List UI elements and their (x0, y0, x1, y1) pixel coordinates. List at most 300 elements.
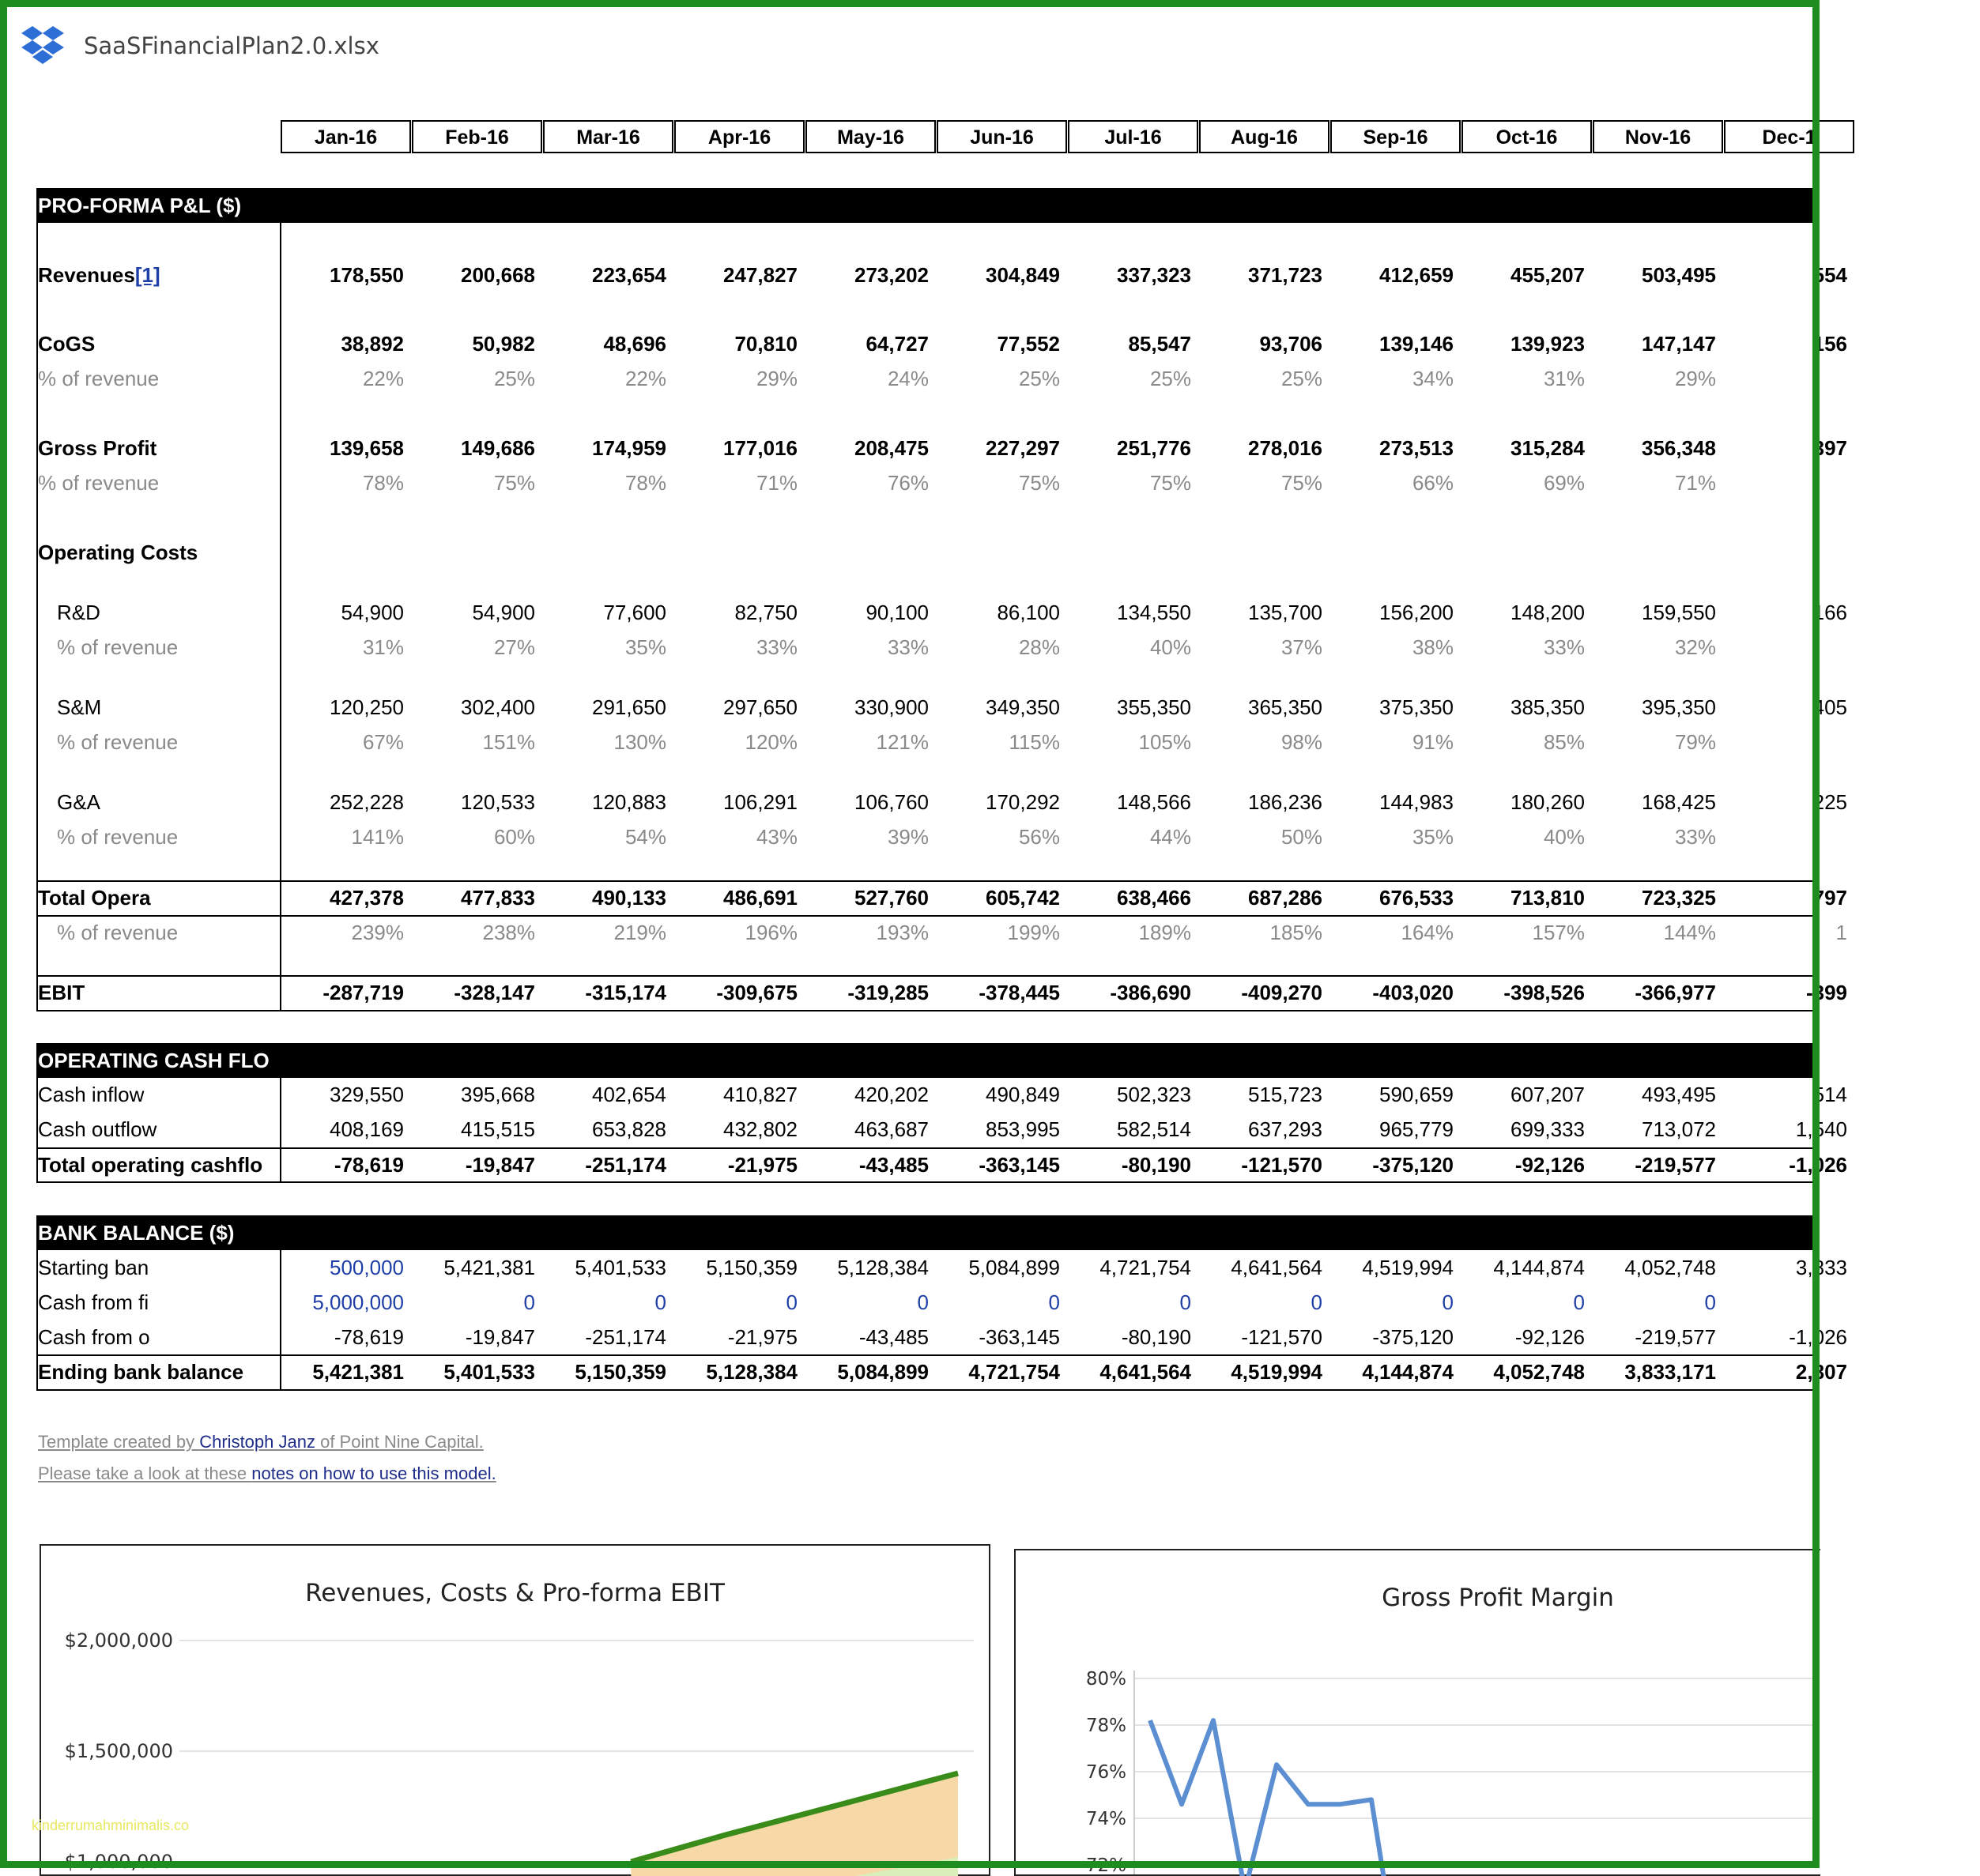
table-cell[interactable]: -219,577 (1635, 1325, 1716, 1349)
table-cell[interactable]: 0 (786, 1290, 798, 1314)
row-label[interactable] (38, 1252, 279, 1283)
row-label[interactable] (57, 691, 298, 723)
table-cell[interactable]: 85% (1543, 730, 1585, 754)
table-cell[interactable]: -363,145 (979, 1325, 1060, 1349)
table-cell[interactable]: 139,658 (330, 436, 404, 460)
table-cell[interactable]: -121,570 (1241, 1153, 1322, 1177)
table-cell[interactable]: 278,016 (1248, 436, 1322, 460)
table-cell[interactable]: 29% (1674, 367, 1716, 390)
table-cell[interactable]: 607,207 (1510, 1083, 1585, 1106)
table-cell[interactable]: 66% (1412, 471, 1454, 495)
table-cell[interactable]: 853,995 (986, 1117, 1060, 1141)
note-text: Template created by (38, 1432, 200, 1452)
table-cell[interactable]: 5,421,381 (312, 1360, 404, 1384)
table-cell[interactable]: 554 (1812, 263, 1847, 287)
table-cell[interactable]: 227,297 (986, 436, 1060, 460)
month-header-cell[interactable]: Jun-16 (937, 120, 1067, 153)
table-cell[interactable]: 410,827 (723, 1083, 798, 1106)
table-cell[interactable]: 78% (362, 471, 404, 495)
table-cell[interactable]: 500,000 (330, 1256, 404, 1279)
table-cell[interactable]: -92,126 (1514, 1153, 1585, 1177)
table-cell[interactable]: -403,020 (1372, 981, 1454, 1004)
table-cell[interactable]: -219,577 (1635, 1153, 1716, 1177)
table-cell[interactable]: 582,514 (1117, 1117, 1191, 1141)
table-cell[interactable]: 56% (1018, 825, 1060, 849)
table-cell[interactable]: 75% (1280, 471, 1322, 495)
table-cell[interactable]: -398,526 (1503, 981, 1585, 1004)
table-cell[interactable]: -43,485 (858, 1153, 929, 1177)
row-label[interactable] (57, 917, 298, 948)
table-cell[interactable]: 427,378 (330, 886, 404, 910)
month-header-cell[interactable]: Aug-16 (1199, 120, 1329, 153)
table-cell[interactable]: 315,284 (1510, 436, 1585, 460)
table-cell[interactable]: -92,126 (1514, 1325, 1585, 1349)
table-cell[interactable]: 22% (362, 367, 404, 390)
table-row (36, 1252, 1847, 1283)
table-cell[interactable]: 219% (613, 921, 666, 944)
table-cell[interactable]: -251,174 (585, 1325, 666, 1349)
table-cell[interactable]: 3,833 (1795, 1256, 1847, 1279)
table-cell[interactable]: 157% (1532, 921, 1585, 944)
table-cell[interactable]: 4,641,564 (1099, 1360, 1191, 1384)
table-cell[interactable]: 356,348 (1642, 436, 1716, 460)
table-cell[interactable]: 223,654 (592, 263, 666, 287)
table-cell[interactable]: 76% (887, 471, 929, 495)
table-cell[interactable]: -375,120 (1372, 1325, 1454, 1349)
table-cell[interactable]: -378,445 (979, 981, 1060, 1004)
table-cell[interactable]: -80,190 (1121, 1153, 1191, 1177)
table-cell[interactable]: 514 (1812, 1083, 1847, 1106)
table-cell[interactable]: -1,026 (1789, 1325, 1847, 1349)
table-cell[interactable]: -251,174 (585, 1153, 666, 1177)
usage-notes-link[interactable]: notes on how to use this model. (251, 1464, 496, 1483)
table-cell[interactable]: -19,847 (465, 1153, 535, 1177)
table-cell[interactable]: 120,250 (330, 695, 404, 719)
table-cell[interactable]: 177,016 (723, 436, 798, 460)
table-cell[interactable]: 180,260 (1510, 790, 1585, 814)
table-cell[interactable]: -43,485 (858, 1325, 929, 1349)
table-cell[interactable]: 463,687 (854, 1117, 929, 1141)
row-label[interactable] (38, 1356, 279, 1388)
table-cell[interactable]: 252,228 (330, 790, 404, 814)
table-cell[interactable]: 79% (1674, 730, 1716, 754)
row-label[interactable] (38, 882, 279, 914)
table-cell[interactable]: 164% (1401, 921, 1454, 944)
table-cell[interactable]: 120,533 (461, 790, 535, 814)
table-cell[interactable]: 5,084,899 (968, 1256, 1060, 1279)
table-cell[interactable]: 44% (1149, 825, 1191, 849)
table-cell[interactable]: 64,727 (866, 332, 929, 356)
table-cell[interactable]: 148,200 (1510, 601, 1585, 624)
spreadsheet[interactable] (36, 0, 1847, 1533)
table-cell[interactable]: 134,550 (1117, 601, 1191, 624)
table-cell[interactable]: 1 (1835, 921, 1847, 944)
table-cell[interactable]: 329,550 (330, 1083, 404, 1106)
table-row (36, 1079, 1847, 1110)
month-header-cell[interactable]: Feb-16 (412, 120, 542, 153)
table-cell[interactable]: 34% (1412, 367, 1454, 390)
table-cell[interactable]: 33% (1543, 635, 1585, 659)
table-cell[interactable]: 29% (756, 367, 798, 390)
table-cell[interactable]: 0 (523, 1290, 535, 1314)
footnote-link[interactable]: [1] (134, 263, 160, 287)
table-cell[interactable]: 490,133 (592, 886, 666, 910)
table-cell[interactable]: -78,619 (334, 1325, 404, 1349)
note-text: Please take a look at these (38, 1464, 252, 1483)
table-cell[interactable]: 32% (1674, 635, 1716, 659)
table-cell[interactable]: 144% (1663, 921, 1716, 944)
table-cell[interactable]: 637,293 (1248, 1117, 1322, 1141)
table-cell[interactable]: 24% (887, 367, 929, 390)
table-cell[interactable]: 139,923 (1510, 332, 1585, 356)
row-label[interactable] (57, 786, 298, 818)
month-header-cell[interactable]: Jul-16 (1068, 120, 1198, 153)
table-cell[interactable]: 28% (1018, 635, 1060, 659)
table-cell[interactable]: 408,169 (330, 1117, 404, 1141)
table-cell[interactable]: 170,292 (986, 790, 1060, 814)
table-cell[interactable]: -328,147 (454, 981, 535, 1004)
table-cell[interactable]: 239% (351, 921, 404, 944)
table-cell[interactable]: 31% (362, 635, 404, 659)
table-cell[interactable]: 98% (1280, 730, 1322, 754)
row-label[interactable] (38, 259, 279, 291)
table-cell[interactable]: 4,144,874 (1493, 1256, 1585, 1279)
table-cell[interactable]: 395,350 (1642, 695, 1716, 719)
table-cell[interactable]: 33% (756, 635, 798, 659)
table-cell[interactable]: 93,706 (1259, 332, 1322, 356)
table-cell[interactable]: 515,723 (1248, 1083, 1322, 1106)
table-cell[interactable]: -315,174 (585, 981, 666, 1004)
y-tick-label: 76% (1085, 1762, 1126, 1783)
table-cell[interactable]: 0 (1048, 1290, 1060, 1314)
table-cell[interactable]: 371,723 (1248, 263, 1322, 287)
table-cell[interactable]: 365,350 (1248, 695, 1322, 719)
row-label[interactable] (38, 1149, 279, 1181)
row-label-text: Revenues (38, 263, 135, 287)
table-cell[interactable]: 33% (1674, 825, 1716, 849)
table-cell[interactable]: 395,668 (461, 1083, 535, 1106)
table-cell[interactable]: 375,350 (1379, 695, 1454, 719)
month-header-cell[interactable]: May-16 (805, 120, 936, 153)
table-cell[interactable]: 225 (1812, 790, 1847, 814)
table-cell[interactable]: 590,659 (1379, 1083, 1454, 1106)
row-label[interactable] (38, 328, 279, 360)
table-cell[interactable]: 38% (1412, 635, 1454, 659)
chart-gross-profit-margin[interactable] (1014, 1549, 1820, 1876)
table-cell[interactable]: 82,750 (734, 601, 798, 624)
table-cell[interactable]: 70,810 (734, 332, 798, 356)
table-cell[interactable]: 120% (745, 730, 798, 754)
table-cell[interactable]: 4,641,564 (1231, 1256, 1322, 1279)
row-label[interactable] (57, 631, 298, 663)
table-cell[interactable]: 2,807 (1795, 1360, 1847, 1384)
table-cell[interactable]: 178,550 (330, 263, 404, 287)
table-cell[interactable]: 355,350 (1117, 695, 1191, 719)
table-cell[interactable]: 385,350 (1510, 695, 1585, 719)
table-cell[interactable]: 200,668 (461, 263, 535, 287)
table-cell[interactable]: 337,323 (1117, 263, 1191, 287)
table-cell[interactable]: 50% (1280, 825, 1322, 849)
table-cell[interactable]: 25% (1280, 367, 1322, 390)
row-label[interactable] (38, 1079, 279, 1110)
table-cell[interactable]: 1,540 (1795, 1117, 1847, 1141)
table-cell[interactable]: 105% (1138, 730, 1191, 754)
table-cell[interactable]: 35% (1412, 825, 1454, 849)
table-cell[interactable]: 5,084,899 (837, 1360, 929, 1384)
table-cell[interactable]: 91% (1412, 730, 1454, 754)
table-cell[interactable]: 148,566 (1117, 790, 1191, 814)
table-cell[interactable]: 196% (745, 921, 798, 944)
table-cell[interactable]: 189% (1138, 921, 1191, 944)
table-cell[interactable]: 4,519,994 (1362, 1256, 1454, 1279)
table-cell[interactable]: 43% (756, 825, 798, 849)
table-cell[interactable]: 713,072 (1642, 1117, 1716, 1141)
table-cell[interactable]: 415,515 (461, 1117, 535, 1141)
table-cell[interactable]: 120,883 (592, 790, 666, 814)
table-cell[interactable]: -375,120 (1372, 1153, 1454, 1177)
table-cell[interactable]: 85,547 (1128, 332, 1191, 356)
month-header-cell[interactable]: Jan-16 (281, 120, 411, 153)
table-cell[interactable]: 0 (1442, 1290, 1454, 1314)
table-cell[interactable]: 291,650 (592, 695, 666, 719)
row-label-text: Total operating cashflo (38, 1153, 263, 1177)
table-cell[interactable]: 5,401,533 (575, 1256, 666, 1279)
table-cell[interactable]: 0 (1573, 1290, 1585, 1314)
table-cell[interactable]: 141% (351, 825, 404, 849)
table-cell[interactable]: 106,760 (854, 790, 929, 814)
table-cell[interactable]: -319,285 (847, 981, 929, 1004)
table-cell[interactable]: 106,291 (723, 790, 798, 814)
table-cell[interactable]: 0 (917, 1290, 929, 1314)
table-cell[interactable]: 54% (624, 825, 666, 849)
table-cell[interactable]: 39% (887, 825, 929, 849)
table-cell[interactable]: 676,533 (1379, 886, 1454, 910)
table-cell[interactable]: 40% (1149, 635, 1191, 659)
table-cell[interactable]: 687,286 (1248, 886, 1322, 910)
table-cell[interactable]: 54,900 (341, 601, 404, 624)
table-cell[interactable]: -399 (1805, 981, 1847, 1004)
row-label[interactable] (57, 597, 298, 628)
table-cell[interactable]: 54,900 (472, 601, 535, 624)
table-cell[interactable]: 159,550 (1642, 601, 1716, 624)
table-cell[interactable]: 5,128,384 (706, 1360, 798, 1384)
month-header-cell[interactable]: Dec-1 (1724, 120, 1854, 153)
month-header-cell[interactable]: Oct-16 (1461, 120, 1592, 153)
month-header-cell[interactable]: Sep-16 (1330, 120, 1461, 153)
table-cell[interactable]: 40% (1543, 825, 1585, 849)
table-cell[interactable]: 653,828 (592, 1117, 666, 1141)
table-cell[interactable]: 193% (876, 921, 929, 944)
table-cell[interactable]: 4,052,748 (1624, 1256, 1716, 1279)
row-label[interactable] (38, 1321, 279, 1353)
table-cell[interactable]: 147,147 (1642, 332, 1716, 356)
table-cell[interactable]: 78% (624, 471, 666, 495)
row-label[interactable] (38, 1113, 279, 1145)
table-row (36, 1113, 1847, 1145)
table-cell[interactable]: 699,333 (1510, 1117, 1585, 1141)
table-cell[interactable]: 35% (624, 635, 666, 659)
row-label[interactable] (38, 432, 279, 464)
table-cell[interactable]: 69% (1543, 471, 1585, 495)
table-cell[interactable]: 5,150,359 (575, 1360, 666, 1384)
table-cell[interactable]: 135,700 (1248, 601, 1322, 624)
table-cell[interactable]: 638,466 (1117, 886, 1191, 910)
table-cell[interactable]: 493,495 (1642, 1083, 1716, 1106)
table-cell[interactable]: 33% (887, 635, 929, 659)
table-cell[interactable]: 199% (1007, 921, 1060, 944)
table-cell[interactable]: -21,975 (727, 1153, 798, 1177)
table-cell[interactable]: -386,690 (1110, 981, 1191, 1004)
table-cell[interactable]: 174,959 (592, 436, 666, 460)
chart-title: Revenues, Costs & Pro-forma EBIT (305, 1579, 725, 1607)
table-cell[interactable]: 208,475 (854, 436, 929, 460)
table-cell[interactable]: 77,600 (603, 601, 666, 624)
table-cell[interactable]: 185% (1269, 921, 1322, 944)
y-tick-label: $2,000,000 (64, 1629, 173, 1652)
table-cell[interactable]: 90,100 (866, 601, 929, 624)
table-cell[interactable]: 156 (1812, 332, 1847, 356)
table-cell[interactable]: 3,833,171 (1624, 1360, 1716, 1384)
table-cell[interactable]: 4,052,748 (1493, 1360, 1585, 1384)
table-cell[interactable]: 50,982 (472, 332, 535, 356)
row-label[interactable] (57, 821, 298, 853)
table-cell[interactable]: 186,236 (1248, 790, 1322, 814)
table-cell[interactable]: 25% (1018, 367, 1060, 390)
table-cell[interactable]: 77,552 (997, 332, 1060, 356)
table-cell[interactable]: 0 (1179, 1290, 1191, 1314)
table-cell[interactable]: 60% (493, 825, 535, 849)
table-cell[interactable]: 405 (1812, 695, 1847, 719)
month-header-cell[interactable]: Mar-16 (543, 120, 673, 153)
table-cell[interactable]: 420,202 (854, 1083, 929, 1106)
table-cell[interactable]: -121,570 (1241, 1325, 1322, 1349)
table-cell[interactable]: 502,323 (1117, 1083, 1191, 1106)
table-cell[interactable]: 27% (493, 635, 535, 659)
row-label[interactable] (38, 467, 279, 499)
table-cell[interactable]: 5,128,384 (837, 1256, 929, 1279)
table-cell[interactable]: -21,975 (727, 1325, 798, 1349)
author-link[interactable]: Christoph Janz (199, 1432, 315, 1452)
table-cell[interactable]: 247,827 (723, 263, 798, 287)
table-cell[interactable]: 432,802 (723, 1117, 798, 1141)
table-row (36, 882, 1847, 914)
table-cell[interactable]: -309,675 (716, 981, 798, 1004)
table-cell[interactable]: 297,650 (723, 695, 798, 719)
table-cell[interactable]: 330,900 (854, 695, 929, 719)
table-cell[interactable]: 37% (1280, 635, 1322, 659)
table-cell[interactable]: 5,150,359 (706, 1256, 798, 1279)
table-cell[interactable]: 503,495 (1642, 263, 1716, 287)
table-cell[interactable]: 797 (1812, 886, 1847, 910)
table-cell[interactable]: 349,350 (986, 695, 1060, 719)
table-cell[interactable]: 5,421,381 (443, 1256, 535, 1279)
table-cell[interactable]: 0 (1704, 1290, 1716, 1314)
row-label-text: % of revenue (57, 825, 179, 849)
table-cell[interactable]: 71% (756, 471, 798, 495)
table-cell[interactable]: 75% (1018, 471, 1060, 495)
table-cell[interactable]: 605,742 (986, 886, 1060, 910)
row-label[interactable] (38, 1286, 279, 1318)
table-cell[interactable]: 0 (654, 1290, 666, 1314)
table-cell[interactable]: 527,760 (854, 886, 929, 910)
table-cell[interactable]: -409,270 (1241, 981, 1322, 1004)
table-cell[interactable]: 965,779 (1379, 1117, 1454, 1141)
table-cell[interactable]: 486,691 (723, 886, 798, 910)
table-cell[interactable]: 5,401,533 (443, 1360, 535, 1384)
table-cell[interactable]: 251,776 (1117, 436, 1191, 460)
table-cell[interactable]: 4,721,754 (1099, 1256, 1191, 1279)
table-cell[interactable]: 156,200 (1379, 601, 1454, 624)
table-cell[interactable]: 25% (493, 367, 535, 390)
table-cell[interactable]: 149,686 (461, 436, 535, 460)
table-cell[interactable]: 4,721,754 (968, 1360, 1060, 1384)
table-cell[interactable]: -287,719 (322, 981, 404, 1004)
table-cell[interactable]: -366,977 (1635, 981, 1716, 1004)
table-cell[interactable]: 139,146 (1379, 332, 1454, 356)
table-cell[interactable]: 38,892 (341, 332, 404, 356)
table-cell[interactable]: 4,144,874 (1362, 1360, 1454, 1384)
table-cell[interactable]: 86,100 (997, 601, 1060, 624)
row-label-text: Cash from o (38, 1325, 150, 1349)
row-label[interactable] (57, 726, 298, 758)
table-cell[interactable]: 25% (1149, 367, 1191, 390)
table-cell[interactable]: 304,849 (986, 263, 1060, 287)
table-cell[interactable]: 130% (613, 730, 666, 754)
table-cell[interactable]: 121% (876, 730, 929, 754)
table-cell[interactable]: 412,659 (1379, 263, 1454, 287)
table-cell[interactable]: -78,619 (334, 1153, 404, 1177)
row-label[interactable] (38, 977, 279, 1008)
month-header-cell[interactable]: Nov-16 (1593, 120, 1723, 153)
table-cell[interactable]: -19,847 (465, 1325, 535, 1349)
table-cell[interactable]: 723,325 (1642, 886, 1716, 910)
table-cell[interactable]: 302,400 (461, 695, 535, 719)
table-cell[interactable]: 151% (482, 730, 535, 754)
table-cell[interactable]: 713,810 (1510, 886, 1585, 910)
table-cell[interactable]: 115% (1009, 730, 1060, 754)
table-cell[interactable]: 31% (1543, 367, 1585, 390)
table-cell[interactable]: 168,425 (1642, 790, 1716, 814)
table-cell[interactable]: -1,026 (1789, 1153, 1847, 1177)
table-cell[interactable]: 166 (1812, 601, 1847, 624)
table-cell[interactable]: 22% (624, 367, 666, 390)
table-cell[interactable]: 490,849 (986, 1083, 1060, 1106)
table-cell[interactable]: 144,983 (1379, 790, 1454, 814)
month-header-cell[interactable]: Apr-16 (674, 120, 805, 153)
table-cell[interactable]: 67% (362, 730, 404, 754)
table-cell[interactable]: 48,696 (603, 332, 666, 356)
table-cell[interactable]: 75% (1149, 471, 1191, 495)
row-label[interactable]: Operating Costs (38, 541, 198, 564)
table-cell[interactable]: 477,833 (461, 886, 535, 910)
table-cell[interactable]: 273,513 (1379, 436, 1454, 460)
table-cell[interactable]: 402,654 (592, 1083, 666, 1106)
row-label-text: % of revenue (57, 635, 179, 659)
table-cell[interactable]: 273,202 (854, 263, 929, 287)
table-cell[interactable]: 71% (1674, 471, 1716, 495)
table-cell[interactable]: 238% (482, 921, 535, 944)
table-cell[interactable]: 0 (1311, 1290, 1322, 1314)
table-row (36, 328, 1847, 360)
table-cell[interactable]: -363,145 (979, 1153, 1060, 1177)
table-cell[interactable]: 4,519,994 (1231, 1360, 1322, 1384)
table-cell[interactable]: 5,000,000 (312, 1290, 404, 1314)
table-cell[interactable]: 75% (493, 471, 535, 495)
table-cell[interactable]: -80,190 (1121, 1325, 1191, 1349)
row-label[interactable] (38, 363, 279, 394)
table-cell[interactable]: 397 (1812, 436, 1847, 460)
table-cell[interactable]: 455,207 (1510, 263, 1585, 287)
